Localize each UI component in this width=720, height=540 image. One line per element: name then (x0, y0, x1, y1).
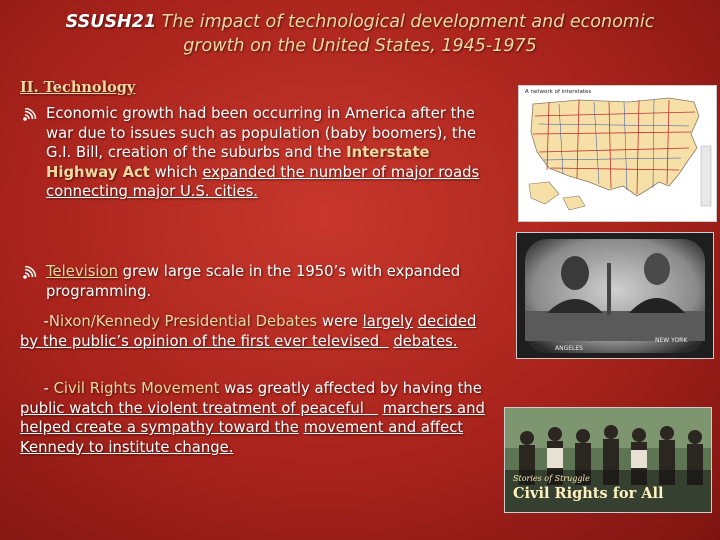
sub2-underline-3: movement and affect Kennedy to institute change. (20, 419, 464, 456)
sub1-dash: - (43, 313, 49, 330)
interstate-highway-act: Interstate Highway Act (46, 144, 430, 181)
page-title (10, 10, 710, 58)
wifi-arc-icon (22, 108, 40, 122)
civil-rights-march-image (504, 407, 712, 513)
title-line1: The impact of technological development and economic (161, 12, 655, 32)
standard-code: SSUSH21 (65, 12, 157, 32)
title-line2: growth on the United States, 1945-1975 (183, 36, 537, 56)
nixon-kennedy-debate-image (516, 232, 714, 359)
interstate-map-image (518, 85, 717, 222)
map-caption: A network of interstates (525, 89, 592, 95)
sub1-underline-2: decided by the public’s opinion of the first ever televised (20, 313, 477, 350)
sub1-underline-3: debates. (393, 332, 458, 350)
us-map-graphic (519, 86, 716, 221)
wifi-arc-icon (22, 266, 40, 280)
section-heading: II. Technology (20, 79, 136, 96)
sub2-underline-1: public watch the violent treatment of peaceful (20, 399, 364, 417)
debate-screen-right: NEW YORK (655, 337, 688, 344)
debate-screen-left: ANGELES (555, 345, 583, 352)
sub-point-civil-rights (20, 379, 505, 457)
bullet1-which: which (149, 163, 198, 181)
sub2-text: was greatly affected by having the (219, 380, 482, 397)
bullet2-text: grew large scale in the 1950’s with expanded programming. (46, 263, 461, 300)
sub1-underline-1: largely (362, 313, 414, 330)
bullet-television (46, 262, 506, 301)
television-term: Television (46, 263, 118, 280)
bullet1-text: Economic growth had been occurring in America after the war due to issues such as population (baby boomers), the G.I. Bill, creation of the suburbs and the (46, 105, 477, 162)
civil-rights-term: Civil Rights Movement (53, 380, 220, 397)
sub2-underline-2: marchers and helped create a sympathy toward the (20, 399, 485, 437)
sub2-dash: - (43, 380, 54, 397)
bullet-economic-growth (46, 104, 506, 202)
civil-caption-small: Stories of Struggle (513, 474, 590, 483)
debates-term: Nixon/Kennedy Presidential Debates (48, 313, 318, 330)
bullet1-underlined: expanded the number of major roads connecting major U.S. cities. (46, 163, 480, 201)
sub1-text: were (317, 313, 358, 330)
civil-caption-large: Civil Rights for All (513, 485, 664, 502)
sub-point-debates (20, 312, 490, 351)
